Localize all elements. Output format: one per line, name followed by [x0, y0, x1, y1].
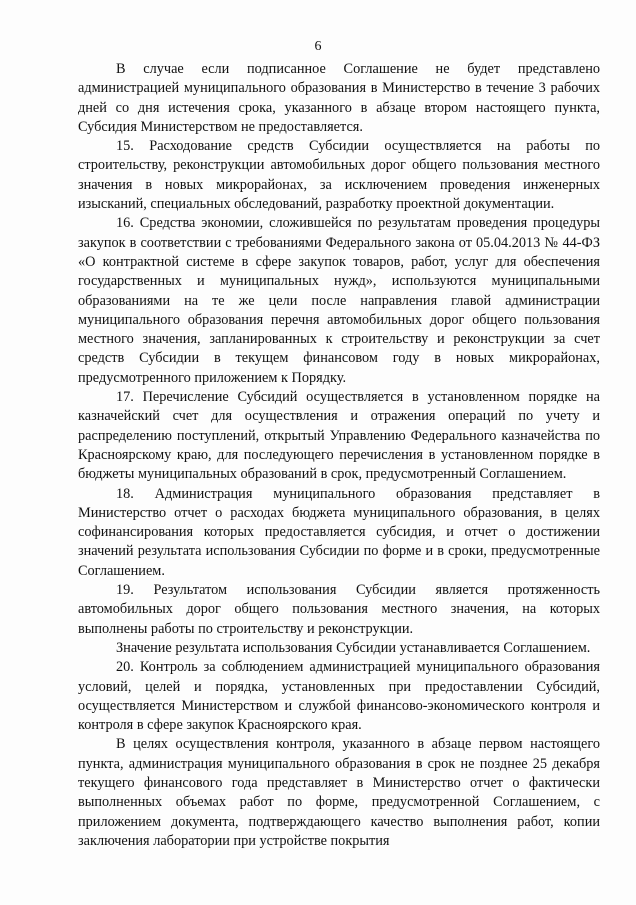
- paragraph-18-report: 18. Администрация муниципального образования представляет в Министерство отчет о расходах бюджета муниципального образования, в целях софинансирования которых предоставляется субсидия, и отчет о достижении значений результата использования Субсидии по форме и в сроки, предусмотренные Соглашением.: [78, 485, 600, 579]
- document-body: [78, 60, 600, 851]
- paragraph-20-control: 20. Контроль за соблюдением администрацией муниципального образования условий, целей и порядка, установленных при предоставлении Субсидий, осуществляется Министерством и службой финансово-экономического контроля и контроля в сфере закупок Красноярского края.: [78, 659, 600, 734]
- paragraph-control-report: В целях осуществления контроля, указанного в абзаце первом настоящего пункта, администрация муниципального образования в срок не позднее 25 декабря текущего финансового года представляет в Министерство отчет о фактически выполненных объемах работ по форме, предусмотренной Соглашением, с приложением документа, подтверждающего качество выполнения работ, копии заключения лаборатории при устройстве покрытия: [78, 736, 600, 849]
- paragraph-15-spending: 15. Расходование средств Субсидии осуществляется на работы по строительству, реконструкции автомобильных дорог общего пользования местного значения в новых микрорайонах, за исключением проведения инженерных изысканий, специальных обследований, разработку проектной документации.: [78, 138, 600, 213]
- paragraph-result-value: Значение результата использования Субсидии устанавливается Соглашением.: [116, 639, 591, 656]
- paragraph-submission-deadline: В случае если подписанное Соглашение не будет представлено администрацией муниципального образования в Министерство в течение 3 рабочих дней со дня истечения срока, указанного в абзаце втором настоящего пункта, Субсидия Министерством не предоставляется.: [78, 61, 600, 135]
- paragraph-16-savings: 16. Средства экономии, сложившейся по результатам проведения процедуры закупок в соответствии с требованиями Федерального закона от 05.04.2013 № 44-ФЗ «О контрактной системе в сфере закупок товаров, работ, услуг для обеспечения государственных и муниципальных нужд», используются муниципальными образованиями на те же цели после направления главой администрации муниципального образования перечня автомобильных дорог общего пользования местного значения, запланированных к строительству и реконструкции за счет средств Субсидии в текущем финансовом году в новых микрорайонах, предусмотренного приложением к Порядку.: [78, 215, 600, 386]
- page-number: 6: [314, 39, 322, 54]
- paragraph-17-transfer: 17. Перечисление Субсидий осуществляется в установленном порядке на казначейский счет для осуществления и отражения операций по учету и распределению поступлений, открытый Управлению Федерального казначейства по Красноярскому краю, для последующего перечисления в установленном порядке в бюджеты муниципальных образований в срок, предусмотренный Соглашением.: [78, 389, 600, 483]
- paragraph-19-result: 19. Результатом использования Субсидии является протяженность автомобильных дорог общего пользования местного значения, на которых выполнены работы по строительству и реконструкции.: [78, 582, 600, 637]
